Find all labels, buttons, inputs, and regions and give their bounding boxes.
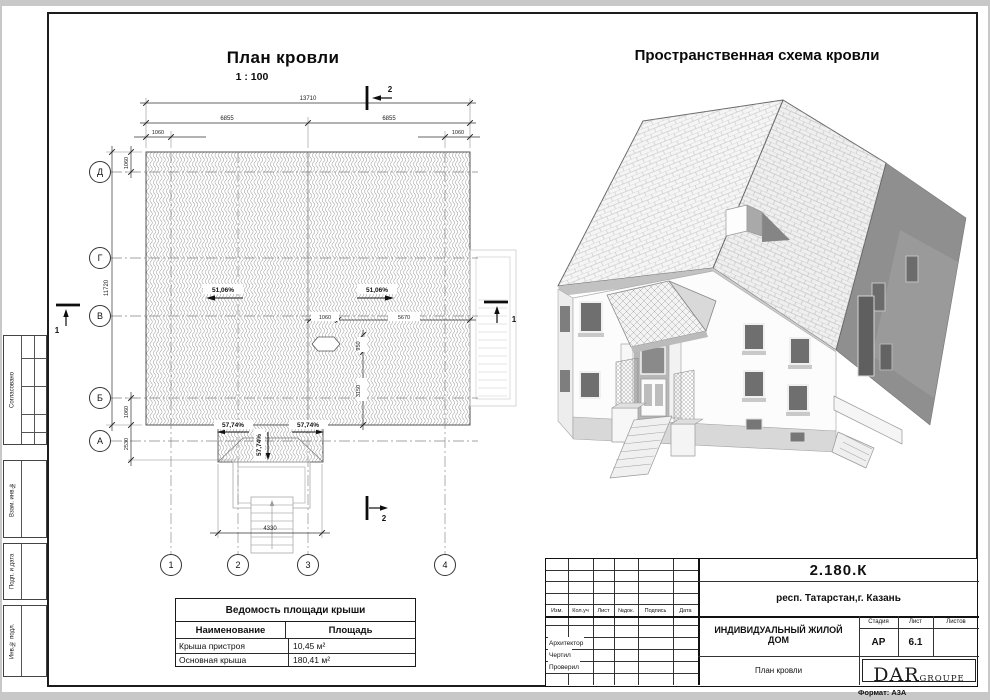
grid-line xyxy=(593,559,594,685)
sheet-label: Лист xyxy=(908,619,923,625)
role-drawn-by: Чертил xyxy=(548,649,572,661)
row-name: Основная крыша xyxy=(176,654,289,668)
drawing-title: План кровли xyxy=(754,666,803,675)
slope-porch-mid: 57,74% xyxy=(256,433,263,457)
dim-overhang-tr: 1060 xyxy=(451,130,465,136)
axis-label: Г xyxy=(97,253,103,263)
slope-main-left: 51,06% xyxy=(211,287,235,294)
dim-overhang-lt: 1060 xyxy=(124,156,130,170)
format-note: Формат: А3А xyxy=(858,688,907,697)
project-location: респ. Татарстан,г. Казань xyxy=(776,593,901,604)
dim-chimney-span: 3150 xyxy=(356,384,362,398)
rev-header: Кол.уч xyxy=(572,607,589,614)
grid-line xyxy=(21,544,22,599)
stamp-approved-label: Согласовано xyxy=(9,371,16,409)
section-1-right-label: 1 xyxy=(511,315,517,324)
grid-line xyxy=(546,625,698,626)
axis-label: А xyxy=(96,436,104,446)
grid-line xyxy=(21,432,46,433)
stage-value: АР xyxy=(871,636,886,648)
sheet-number: 6.1 xyxy=(908,636,923,648)
axis-label: 3 xyxy=(305,560,311,570)
dim-overhang-lb: 1060 xyxy=(124,405,130,419)
dim-overhang-tl: 1060 xyxy=(151,130,165,136)
roof-area-table xyxy=(175,598,416,667)
table-col-name: Наименование xyxy=(176,622,286,638)
grid-line xyxy=(638,559,639,685)
grid-line xyxy=(21,386,46,387)
role-architect: Архитектор xyxy=(548,637,584,649)
table-row xyxy=(176,654,415,668)
grid-line xyxy=(546,581,698,582)
dim-porch-width: 4330 xyxy=(263,526,277,532)
slope-main-right: 51,06% xyxy=(365,287,389,294)
section-2-top-label: 2 xyxy=(387,85,393,94)
title-block xyxy=(545,558,978,687)
grid-line xyxy=(673,559,674,685)
plan-title: План кровли xyxy=(226,48,340,67)
table-row xyxy=(176,639,415,654)
dim-ridge-offset: 1060 xyxy=(318,315,332,321)
left-stamp-strips xyxy=(3,333,47,677)
stamp-replace-inv-box xyxy=(3,460,47,538)
section-1-left-label: 1 xyxy=(54,326,60,335)
grid-line xyxy=(21,461,22,537)
grid-line xyxy=(21,358,46,359)
sheets-label: Листов xyxy=(946,619,966,625)
stamp-sign-date-box xyxy=(3,543,47,600)
slope-porch-right: 57,74% xyxy=(296,422,320,429)
grid-line xyxy=(21,336,22,444)
stamp-approved-box xyxy=(3,335,47,445)
rev-header: Дата xyxy=(679,607,692,614)
dim-chimney-offset: 950 xyxy=(356,341,362,351)
table-header xyxy=(176,622,415,639)
section-2-bottom-label: 2 xyxy=(381,514,387,523)
grid-line xyxy=(546,673,698,674)
dim-ridge-span: 5670 xyxy=(397,315,411,321)
row-area: 180,41 м² xyxy=(293,655,331,666)
stamp-sign-date-label: Подп. и дата xyxy=(9,553,16,590)
dim-porch-offset: 2530 xyxy=(124,437,130,451)
axis-label: 2 xyxy=(235,560,241,570)
stage-label: Стадия xyxy=(868,619,889,625)
dim-half-left: 6855 xyxy=(220,116,234,122)
dim-height-total: 11720 xyxy=(104,279,110,297)
grid-line xyxy=(34,336,35,444)
company-logo xyxy=(862,659,976,686)
row-name: Крыша пристроя xyxy=(176,639,289,653)
document-code: 2.180.К xyxy=(809,561,868,579)
stamp-inv-orig-label: Инв.№ подл. xyxy=(9,623,16,659)
axis-label: В xyxy=(96,311,104,321)
rev-header: №док. xyxy=(617,607,635,614)
grid-line xyxy=(614,559,615,685)
stamp-inv-orig-box xyxy=(3,605,47,677)
plan-scale: 1 : 100 xyxy=(235,71,269,83)
stamp-replace-inv-label: Взам. инв.№ xyxy=(9,481,16,517)
dim-half-right: 6855 xyxy=(382,116,396,122)
scheme-title: Пространственная схема кровли xyxy=(634,47,880,64)
table-title: Ведомость площади крыши xyxy=(176,599,415,622)
dim-total-width: 13710 xyxy=(299,96,317,102)
logo-cell xyxy=(859,656,979,685)
axis-label: Д xyxy=(96,167,104,177)
logo-main-text: DAR xyxy=(873,664,920,686)
grid-line xyxy=(21,414,46,415)
role-checked-by: Проверил xyxy=(548,661,580,673)
grid-line xyxy=(546,593,698,594)
axis-label: 4 xyxy=(442,560,448,570)
rev-header: Лист xyxy=(597,607,610,614)
rev-header: Подпись xyxy=(644,607,667,614)
grid-line xyxy=(546,570,698,571)
grid-line xyxy=(21,606,22,676)
logo-sub-text: GROUPE xyxy=(919,674,965,684)
project-name: ИНДИВИДУАЛЬНЫЙ ЖИЛОЙ ДОМ xyxy=(714,625,843,645)
axis-label: Б xyxy=(97,393,103,403)
table-col-area: Площадь xyxy=(328,624,373,636)
row-area: 10,45 м² xyxy=(293,640,326,651)
rev-header: Изм. xyxy=(551,607,563,614)
axis-label: 1 xyxy=(168,560,174,570)
slope-porch-left: 57,74% xyxy=(221,422,245,429)
